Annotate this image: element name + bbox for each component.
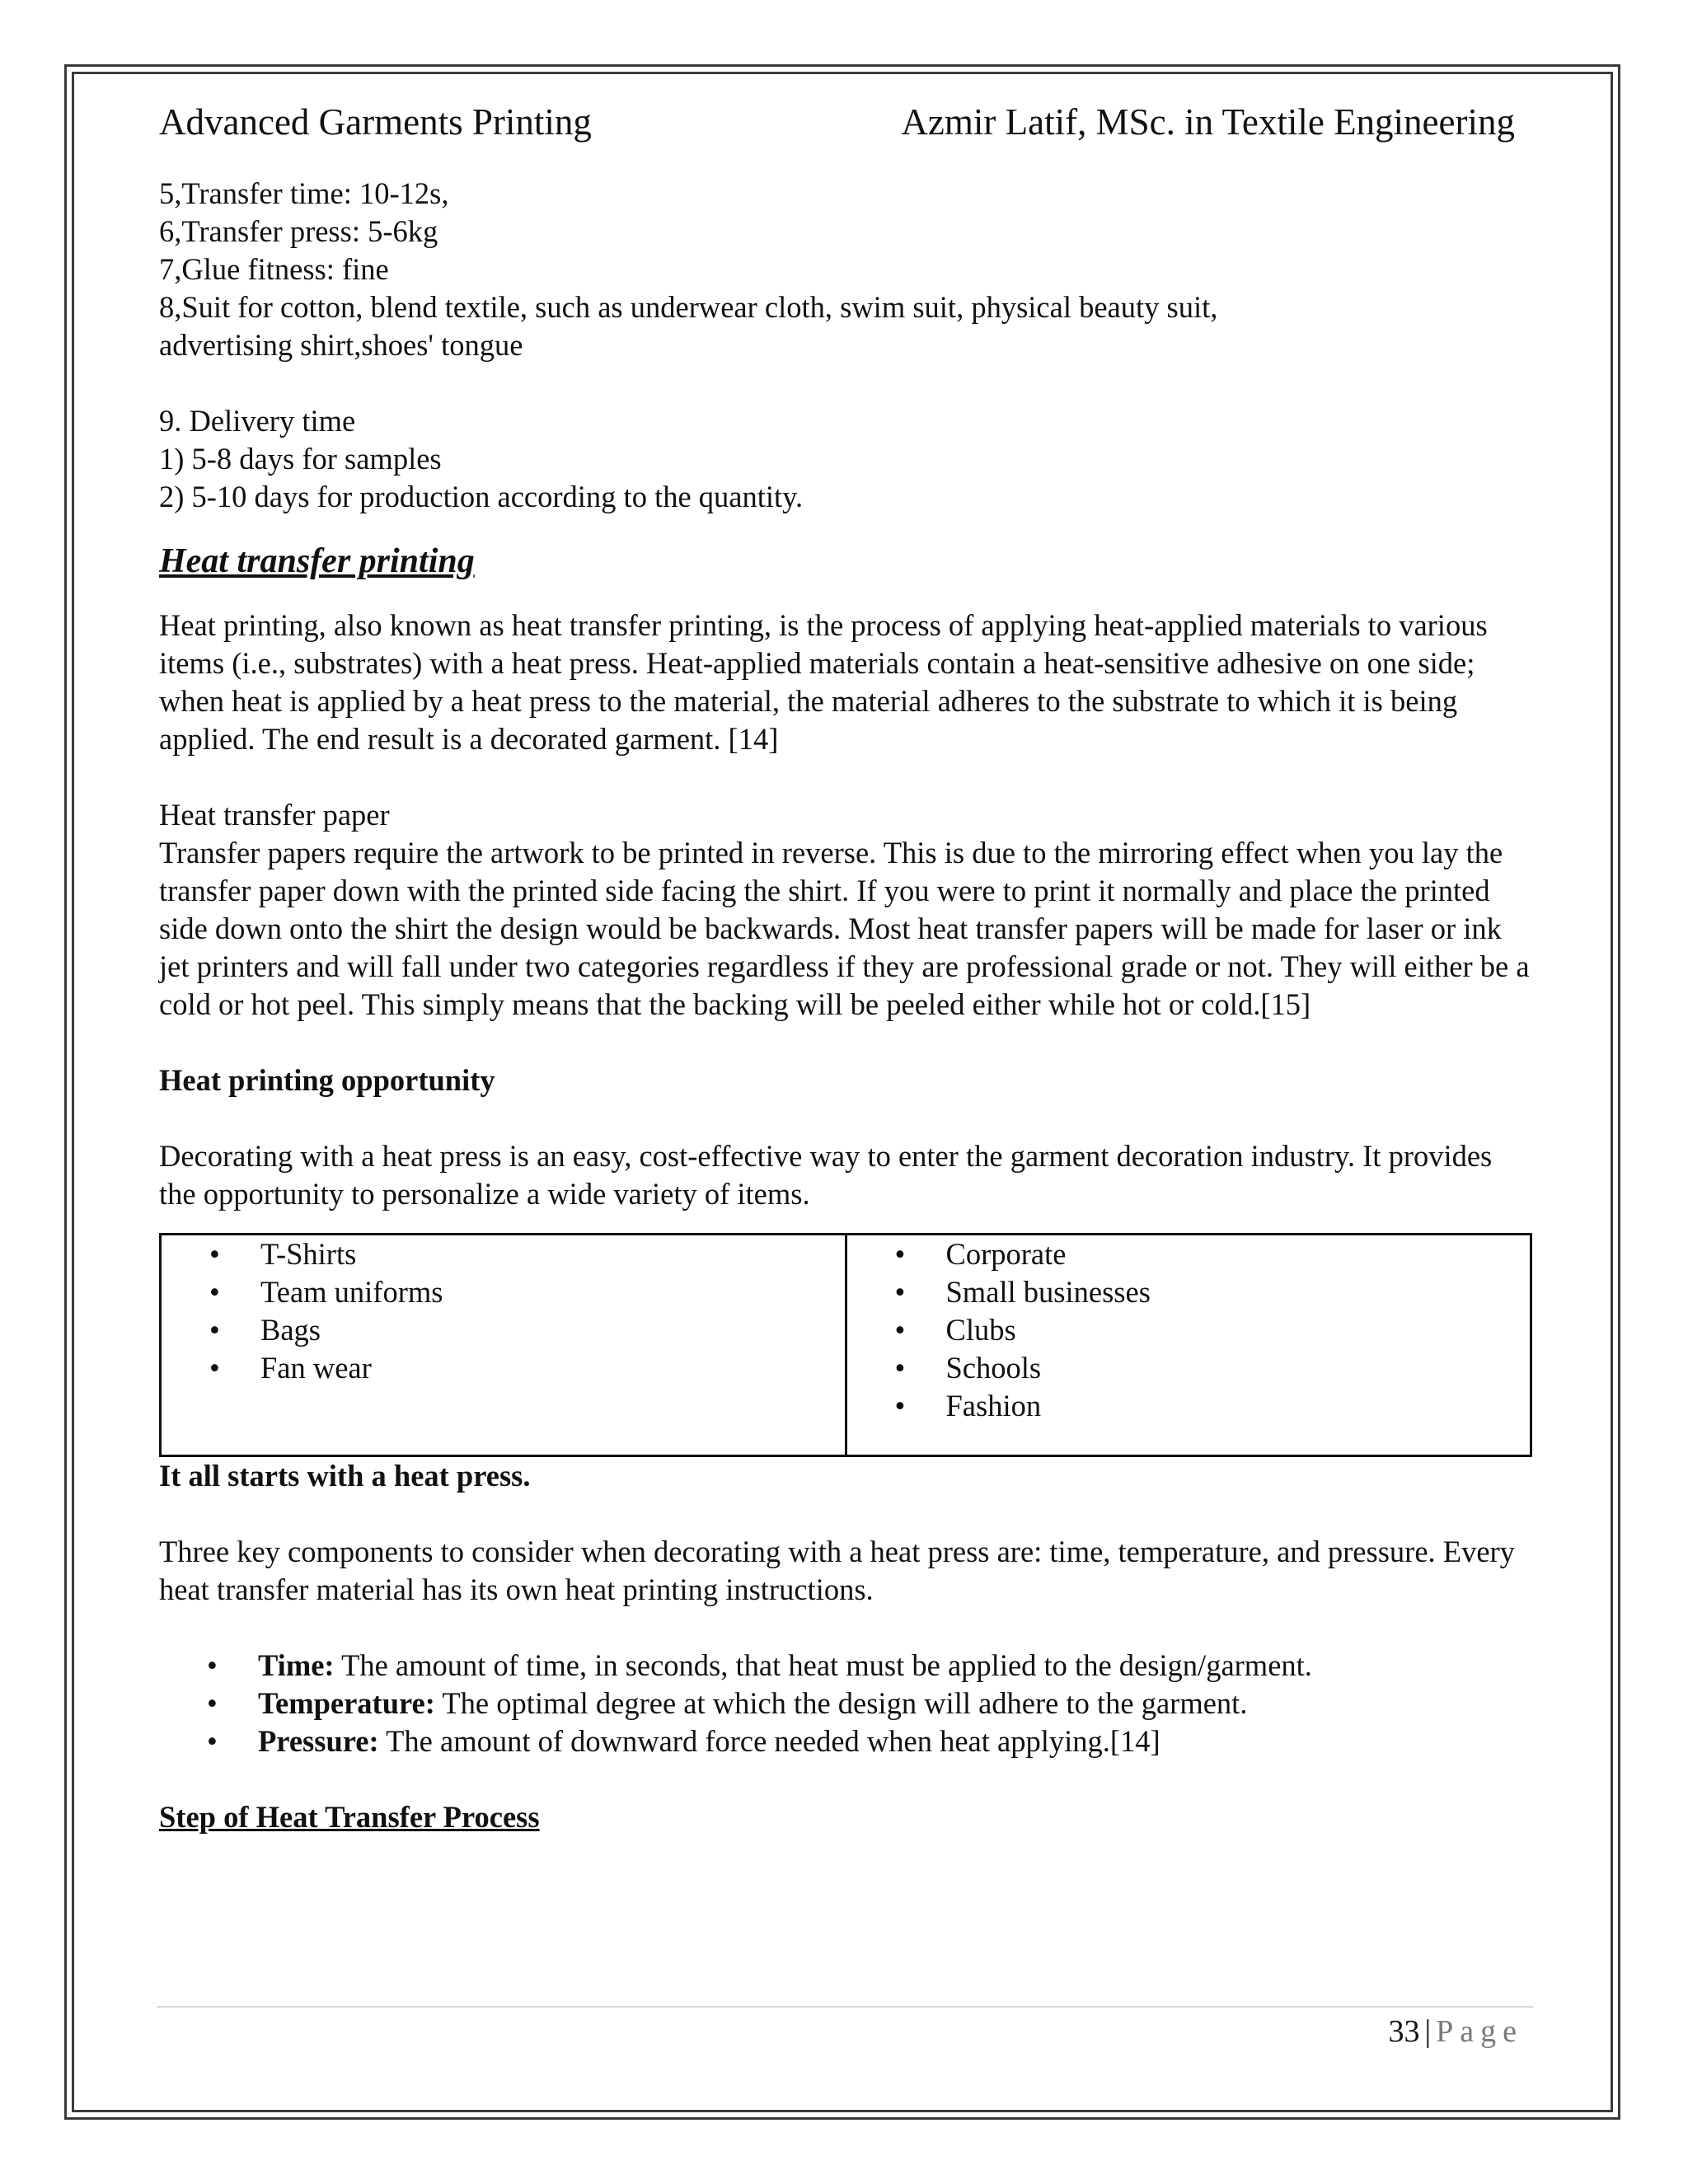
steps-heading: Step of Heat Transfer Process bbox=[159, 1800, 540, 1834]
list-item bbox=[159, 1647, 1536, 1685]
header-right-author: Azmir Latif, MSc. in Textile Engineering bbox=[901, 101, 1515, 143]
heat-press-body: Three key components to consider when decorating with a heat press are: time, temperature, and pressure. Every heat transfer material has its own heat printing instructions. bbox=[159, 1535, 1515, 1606]
heat-press-heading: It all starts with a heat press. bbox=[159, 1459, 531, 1493]
component-term: Time: bbox=[258, 1648, 335, 1682]
section-heading: Heat transfer printing bbox=[159, 542, 475, 580]
page-footer bbox=[1389, 2011, 1523, 2052]
list-item: • Schools bbox=[847, 1349, 1531, 1387]
page-content bbox=[159, 175, 1536, 1836]
intro-paragraph: Heat printing, also known as heat transfer printing, is the process of applying heat-applied materials to various items (i.e., substrates) with a heat press. Heat-applied materials contain a heat-sensitive adhesive on one side; when heat is applied by a heat press to the material, the material adheres to the substrate to which it is being applied. The end result is a decorated garment. [14] bbox=[159, 608, 1488, 756]
component-term: Pressure: bbox=[258, 1724, 379, 1758]
delivery-line: 9. Delivery time bbox=[159, 404, 356, 438]
opportunity-body: Decorating with a heat press is an easy, cost-effective way to enter the garment decoration industry. It provides the opportunity to personalize a wide variety of items. bbox=[159, 1139, 1493, 1211]
list-item: • Clubs bbox=[847, 1311, 1531, 1349]
items-table bbox=[159, 1233, 1532, 1457]
component-desc: The optimal degree at which the design will adhere to the garment. bbox=[434, 1686, 1248, 1720]
delivery-line: 1) 5-8 days for samples bbox=[159, 442, 442, 476]
opportunity-heading: Heat printing opportunity bbox=[159, 1063, 495, 1097]
spec-line: 8,Suit for cotton, blend textile, such as underwear cloth, swim suit, physical beauty suit, bbox=[159, 290, 1218, 324]
component-desc: The amount of time, in seconds, that heat must be applied to the design/garment. bbox=[334, 1648, 1312, 1682]
list-item: • Team uniforms bbox=[162, 1273, 845, 1311]
spec-line: advertising shirt,shoes' tongue bbox=[159, 328, 523, 362]
footer-divider bbox=[157, 2006, 1533, 2008]
items-table-left-cell bbox=[161, 1235, 846, 1456]
spec-line: 5,Transfer time: 10-12s, bbox=[159, 176, 449, 210]
page-header bbox=[159, 97, 1515, 147]
transfer-paper-body: Transfer papers require the artwork to be printed in reverse. This is due to the mirroring effect when you lay the transfer paper down with the printed side facing the shirt. If you were to print it normally and place the printed side down onto the shirt the design would be backwards. Most heat transfer papers will be made for laser or ink jet printers and will fall under two categories regardless if they are professional grade or not. They will either be a cold or hot peel. This simply means that the backing will be peeled either while hot or cold.[15] bbox=[159, 836, 1530, 1021]
header-left-title: Advanced Garments Printing bbox=[159, 101, 592, 143]
list-item: • T-Shirts bbox=[162, 1235, 845, 1273]
list-item: • Fashion bbox=[847, 1387, 1531, 1425]
list-item: • Bags bbox=[162, 1311, 845, 1349]
page-number: 33 bbox=[1388, 2014, 1420, 2049]
footer-separator: | bbox=[1424, 2014, 1432, 2049]
list-item: • Small businesses bbox=[847, 1273, 1531, 1311]
component-term: Temperature: bbox=[258, 1686, 435, 1720]
spec-line: 6,Transfer press: 5-6kg bbox=[159, 214, 438, 248]
page-word: Page bbox=[1436, 2014, 1523, 2049]
list-item bbox=[159, 1722, 1536, 1760]
items-table-right-cell bbox=[846, 1235, 1531, 1456]
delivery-line: 2) 5-10 days for production according to the quantity. bbox=[159, 480, 804, 513]
list-item: • Fan wear bbox=[162, 1349, 845, 1387]
component-desc: The amount of downward force needed when heat applying.[14] bbox=[378, 1724, 1160, 1758]
list-item bbox=[159, 1685, 1536, 1722]
components-list bbox=[159, 1647, 1536, 1760]
transfer-paper-title: Heat transfer paper bbox=[159, 798, 390, 832]
spec-line: 7,Glue fitness: fine bbox=[159, 252, 389, 286]
list-item: • Corporate bbox=[847, 1235, 1531, 1273]
